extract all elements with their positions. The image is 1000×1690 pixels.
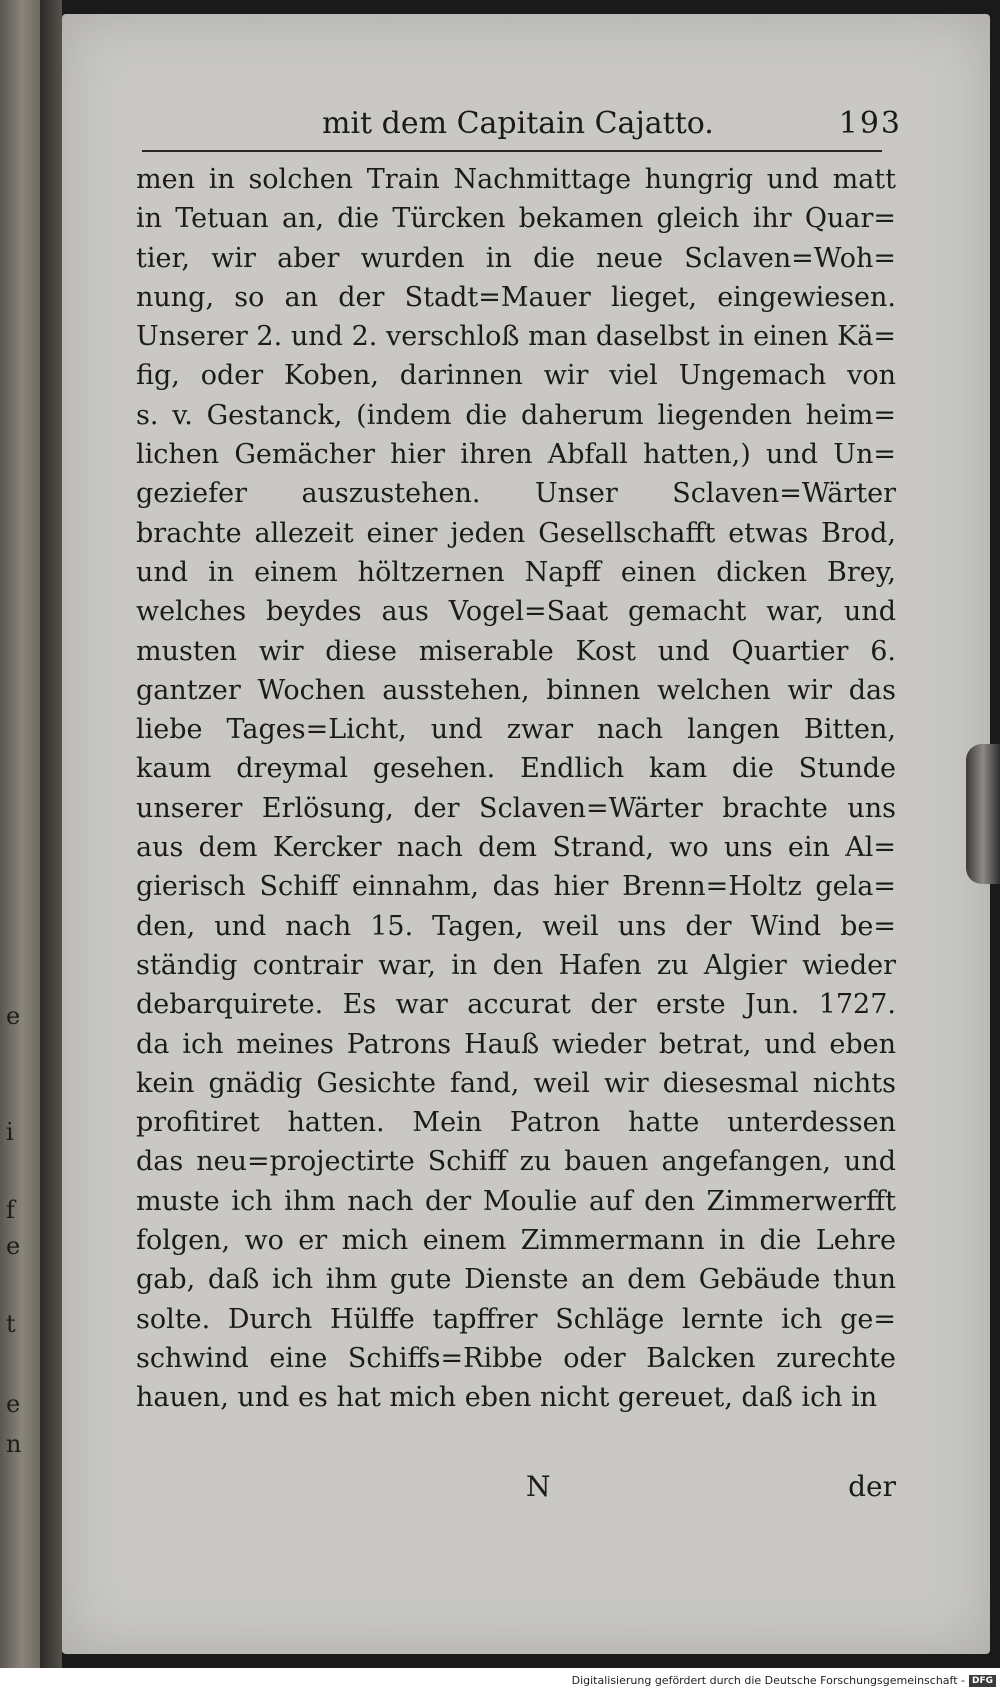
- text-line: folgen, wo er mich einem Zimmermann in die Lehre: [136, 1225, 896, 1257]
- previous-page-fragment: e: [6, 1232, 21, 1260]
- text-line: kein gnädig Gesichte fand, weil wir diesesmal nichts: [136, 1067, 896, 1099]
- credit-text: Digitalisierung gefördert durch die Deutsche Forschungsgemeinschaft -: [571, 1674, 965, 1687]
- body-text: [136, 160, 896, 1418]
- previous-page-fragment: f: [6, 1196, 15, 1224]
- text-line: und in einem höltzernen Napff einen dicken Brey,: [136, 556, 896, 588]
- text-line: musten wir diese miserable Kost und Quartier 6.: [136, 635, 896, 667]
- signature-mark: N: [526, 1470, 551, 1503]
- text-line: nung, so an der Stadt=Mauer lieget, eingewiesen.: [136, 281, 896, 313]
- text-line: s. v. Gestanck, (indem die daherum liegenden heim=: [136, 399, 896, 431]
- text-line: gab, daß ich ihm gute Dienste an dem Gebäude thun: [136, 1264, 896, 1296]
- text-line: tier, wir aber wurden in die neue Sclaven=Woh=: [136, 242, 896, 274]
- text-line: solte. Durch Hülffe tapffrer Schläge lernte ich ge=: [136, 1303, 896, 1335]
- page-footer: [136, 1470, 896, 1510]
- book-gutter: [40, 0, 62, 1668]
- text-line: das neu=projectirte Schiff zu bauen angefangen, und: [136, 1146, 896, 1178]
- text-line: schwind eine Schiffs=Ribbe oder Balcken zurechte: [136, 1342, 896, 1374]
- catchword: der: [848, 1470, 896, 1503]
- text-line: ständig contrair war, in den Hafen zu Algier wieder: [136, 949, 896, 981]
- text-line: gantzer Wochen ausstehen, binnen welchen wir das: [136, 674, 896, 706]
- text-line: brachte allezeit einer jeden Gesellschafft etwas Brod,: [136, 517, 896, 549]
- text-line: geziefer auszustehen. Unser Sclaven=Wärter: [136, 478, 896, 510]
- text-line: hauen, und es hat mich eben nicht gereuet, daß ich in: [136, 1382, 878, 1414]
- text-line: Unserer 2. und 2. verschloß man daselbst in einen Kä=: [136, 321, 896, 353]
- previous-page-fragment: e: [6, 1002, 21, 1030]
- text-line: fig, oder Koben, darinnen wir viel Ungemach von: [136, 360, 896, 392]
- text-line: liebe Tages=Licht, und zwar nach langen Bitten,: [136, 714, 896, 746]
- text-line: debarquirete. Es war accurat der erste Jun. 1727.: [136, 989, 896, 1021]
- text-line: gierisch Schiff einnahm, das hier Brenn=Holtz gela=: [136, 871, 896, 903]
- text-line: muste ich ihm nach der Moulie auf den Zimmerwerfft: [136, 1185, 896, 1217]
- text-line: kaum dreymal gesehen. Endlich kam die Stunde: [136, 753, 896, 785]
- book-page: [62, 14, 990, 1654]
- text-line: in Tetuan an, die Türcken bekamen gleich ihr Quar=: [136, 203, 896, 235]
- page-header: [162, 106, 902, 146]
- text-line: lichen Gemächer hier ihren Abfall hatten,) und Un=: [136, 439, 896, 471]
- text-line: unserer Erlösung, der Sclaven=Wärter brachte uns: [136, 792, 896, 824]
- previous-page-fragment: e: [6, 1390, 21, 1418]
- text-line: welches beydes aus Vogel=Saat gemacht war, und: [136, 596, 896, 628]
- previous-page-fragment: t: [6, 1310, 16, 1338]
- previous-page-fragment: n: [6, 1430, 22, 1458]
- previous-page-edge: [0, 0, 40, 1668]
- running-head: mit dem Capitain Cajatto.: [322, 106, 714, 141]
- text-line: aus dem Kercker nach dem Strand, wo uns ein Al=: [136, 832, 896, 864]
- digitization-credit: [572, 1674, 996, 1687]
- previous-page-fragment: i: [6, 1118, 14, 1146]
- text-line: profitiret hatten. Mein Patron hatte unterdessen: [136, 1107, 896, 1139]
- header-rule: [142, 150, 882, 152]
- text-line: den, und nach 15. Tagen, weil uns der Wind be=: [136, 910, 896, 942]
- text-line: da ich meines Patrons Hauß wieder betrat, und eben: [136, 1028, 896, 1060]
- book-clasp: [966, 744, 1000, 884]
- text-line: men in solchen Train Nachmittage hungrig und matt: [136, 164, 896, 195]
- page-number: 193: [838, 106, 902, 141]
- dfg-logo: DFG: [969, 1675, 996, 1687]
